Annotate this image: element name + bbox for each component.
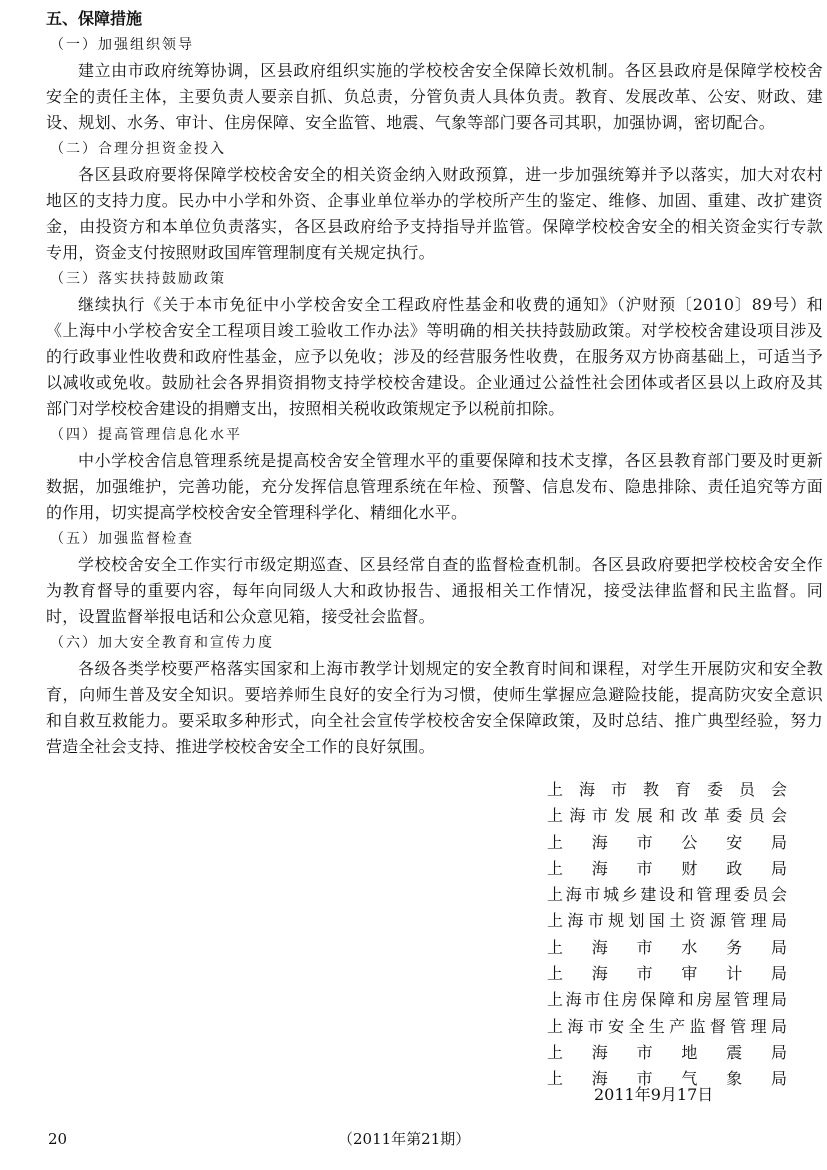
signature-line: 上海市住房保障和房屋管理局 xyxy=(547,990,787,1010)
subsection-text-2: 各区县政府要将保障学校校舍安全的相关资金纳入财政预算，进一步加强统筹并予以落实，加大对农村地区的支持力度。民办中小学和外资、企事业单位举办的学校所产生的鉴定、维修、加固、重建、改扩建资金，由投资方和本单位负责落实，各区县政府给予支持指导并监管。保障学校校舍安全的相关资金实行专款专用，资金支付按照财政国库管理制度有关规定执行。 xyxy=(46,165,823,262)
page-number: 20 xyxy=(48,1130,68,1148)
subsection-title-2: （二）合理分担资金投入 xyxy=(50,141,226,157)
signature-line: 上海市审计局 xyxy=(547,964,787,984)
subsection-title-3: （三）落实扶持鼓励政策 xyxy=(50,271,226,287)
signature-line: 上海市规划国土资源管理局 xyxy=(547,911,787,931)
section-title: 五、保障措施 xyxy=(46,9,143,28)
signature-line: 上海市地震局 xyxy=(547,1042,787,1062)
signature-block xyxy=(547,777,787,1093)
subsection-text-3: 继续执行《关于本市免征中小学校舍安全工程政府性基金和收费的通知》（沪财预〔2010〕89号）和《上海中小学校舍安全工程项目竣工验收工作办法》等明确的相关扶持鼓励政策。对学校校舍建设项目涉及的行政事业性收费和政府性基金，应予以免收；涉及的经营服务性收费，在服务双方协商基础上，可适当予以减收或免收。鼓励社会各界捐资捐物支持学校校舍建设。企业通过公益性社会团体或者区县以上政府及其部门对学校校舍建设的捐赠支出，按照相关税收政策规定予以税前扣除。 xyxy=(46,295,823,418)
subsection-text-4: 中小学校舍信息管理系统是提高校舍安全管理水平的重要保障和技术支撑，各区县教育部门要及时更新数据，加强维护，完善功能，充分发挥信息管理系统在年检、预警、信息发布、隐患排除、责任追究等方面的作用，切实提高学校校舍安全管理科学化、精细化水平。 xyxy=(46,451,823,522)
document-date: 2011年9月17日 xyxy=(594,1085,714,1104)
subsection-text-5: 学校校舍安全工作实行市级定期巡查、区县经常自查的监督检查机制。各区县政府要把学校校舍安全作为教育督导的重要内容，每年向同级人大和政协报告、通报相关工作情况，接受法律监督和民主监督。同时，设置监督举报电话和公众意见箱，接受社会监督。 xyxy=(46,555,823,626)
subsection-title-4: （四）提高管理信息化水平 xyxy=(50,427,242,443)
issue-label: （2011年第21期） xyxy=(338,1130,471,1148)
document-body xyxy=(46,6,823,760)
subsection-text-6: 各级各类学校要严格落实国家和上海市教学计划规定的安全教育时间和课程，对学生开展防灾和安全教育，向师生普及安全知识。要培养师生良好的安全行为习惯，使师生掌握应急避险技能，提高防灾安全意识和自救互救能力。要采取多种形式，向全社会宣传学校校舍安全保障政策，及时总结、推广典型经验，努力营造全社会支持、推进学校校舍安全工作的良好氛围。 xyxy=(46,659,823,756)
subsection-title-1: （一）加强组织领导 xyxy=(50,37,194,53)
subsection-title-5: （五）加强监督检查 xyxy=(50,531,194,547)
signature-line: 上海市气象局 xyxy=(547,1069,787,1089)
signature-line: 上海市城乡建设和管理委员会 xyxy=(547,885,787,905)
signature-line: 上海市安全生产监督管理局 xyxy=(547,1016,787,1036)
signature-line: 上海市公安局 xyxy=(547,832,787,852)
signature-line: 上海市财政局 xyxy=(547,858,787,878)
signature-line: 上海市教育委员会 xyxy=(547,780,787,799)
signature-line: 上海市发展和改革委员会 xyxy=(547,806,787,826)
subsection-text-1: 建立由市政府统筹协调，区县政府组织实施的学校校舍安全保障长效机制。各区县政府是保障学校校舍安全的责任主体，主要负责人要亲自抓、负总责，分管负责人具体负责。教育、发展改革、公安、财政、建设、规划、水务、审计、住房保障、安全监管、地震、气象等部门要各司其职，加强协调，密切配合。 xyxy=(46,61,823,132)
subsection-title-6: （六）加大安全教育和宣传力度 xyxy=(50,635,274,651)
signature-line: 上海市水务局 xyxy=(547,937,787,957)
